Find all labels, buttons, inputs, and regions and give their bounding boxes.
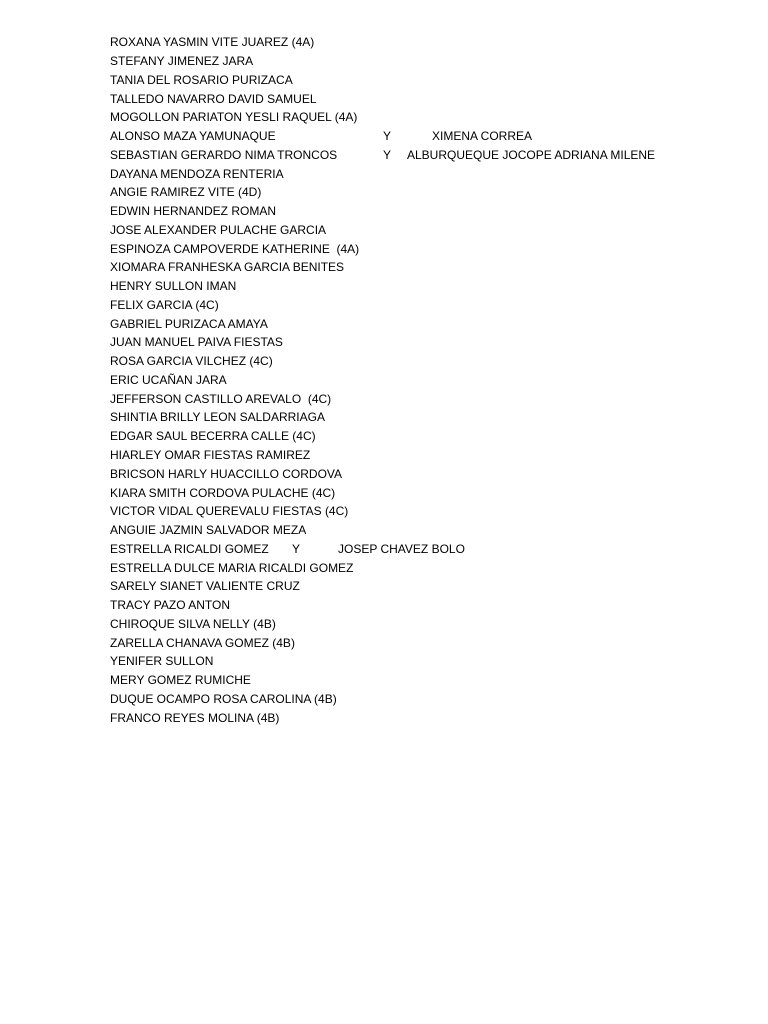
name-line: BRICSON HARLY HUACCILLO CORDOVA <box>110 467 343 481</box>
pair-connector: Y <box>383 129 392 143</box>
name-line: ANGIE RAMIREZ VITE (4D) <box>110 185 262 199</box>
name-line: ESTRELLA RICALDI GOMEZ <box>110 542 269 556</box>
pair-connector: Y <box>292 542 301 556</box>
name-line: TANIA DEL ROSARIO PURIZACA <box>110 73 293 87</box>
name-line: VICTOR VIDAL QUEREVALU FIESTAS (4C) <box>110 504 349 518</box>
name-line: CHIROQUE SILVA NELLY (4B) <box>110 617 276 631</box>
name-line: ZARELLA CHANAVA GOMEZ (4B) <box>110 636 295 650</box>
name-line: ESTRELLA DULCE MARIA RICALDI GOMEZ <box>110 561 354 575</box>
name-line: EDWIN HERNANDEZ ROMAN <box>110 204 277 218</box>
name-line: ROSA GARCIA VILCHEZ (4C) <box>110 354 273 368</box>
name-line: FELIX GARCIA (4C) <box>110 298 219 312</box>
name-line: FRANCO REYES MOLINA (4B) <box>110 711 280 725</box>
name-line: XIOMARA FRANHESKA GARCIA BENITES <box>110 260 345 274</box>
pair-partner: ALBURQUEQUE JOCOPE ADRIANA MILENE <box>407 148 656 162</box>
name-line: ANGUIE JAZMIN SALVADOR MEZA <box>110 523 307 537</box>
name-line: ESPINOZA CAMPOVERDE KATHERINE (4A) <box>110 242 360 256</box>
name-line: JEFFERSON CASTILLO AREVALO (4C) <box>110 392 332 406</box>
name-line: STEFANY JIMENEZ JARA <box>110 54 254 68</box>
name-line: SHINTIA BRILLY LEON SALDARRIAGA <box>110 410 325 424</box>
name-line: MERY GOMEZ RUMICHE <box>110 673 251 687</box>
name-line: JUAN MANUEL PAIVA FIESTAS <box>110 335 283 349</box>
name-line: TRACY PAZO ANTON <box>110 598 231 612</box>
pair-partner: XIMENA CORREA <box>432 129 533 143</box>
name-line: HENRY SULLON IMAN <box>110 279 237 293</box>
name-line: DAYANA MENDOZA RENTERIA <box>110 167 284 181</box>
name-line: ERIC UCAÑAN JARA <box>110 373 227 387</box>
name-line: GABRIEL PURIZACA AMAYA <box>110 317 268 331</box>
name-line: SARELY SIANET VALIENTE CRUZ <box>110 579 300 593</box>
name-line: TALLEDO NAVARRO DAVID SAMUEL <box>110 92 317 106</box>
pair-partner: JOSEP CHAVEZ BOLO <box>338 542 465 556</box>
name-line: MOGOLLON PARIATON YESLI RAQUEL (4A) <box>110 110 358 124</box>
name-line: ALONSO MAZA YAMUNAQUE <box>110 129 276 143</box>
name-line: SEBASTIAN GERARDO NIMA TRONCOS <box>110 148 338 162</box>
name-line: JOSE ALEXANDER PULACHE GARCIA <box>110 223 327 237</box>
name-line: EDGAR SAUL BECERRA CALLE (4C) <box>110 429 316 443</box>
name-line: ROXANA YASMIN VITE JUAREZ (4A) <box>110 35 315 49</box>
name-line: KIARA SMITH CORDOVA PULACHE (4C) <box>110 486 336 500</box>
name-line: DUQUE OCAMPO ROSA CAROLINA (4B) <box>110 692 337 706</box>
name-line: HIARLEY OMAR FIESTAS RAMIREZ <box>110 448 311 462</box>
name-line: YENIFER SULLON <box>110 654 214 668</box>
pair-connector: Y <box>383 148 392 162</box>
